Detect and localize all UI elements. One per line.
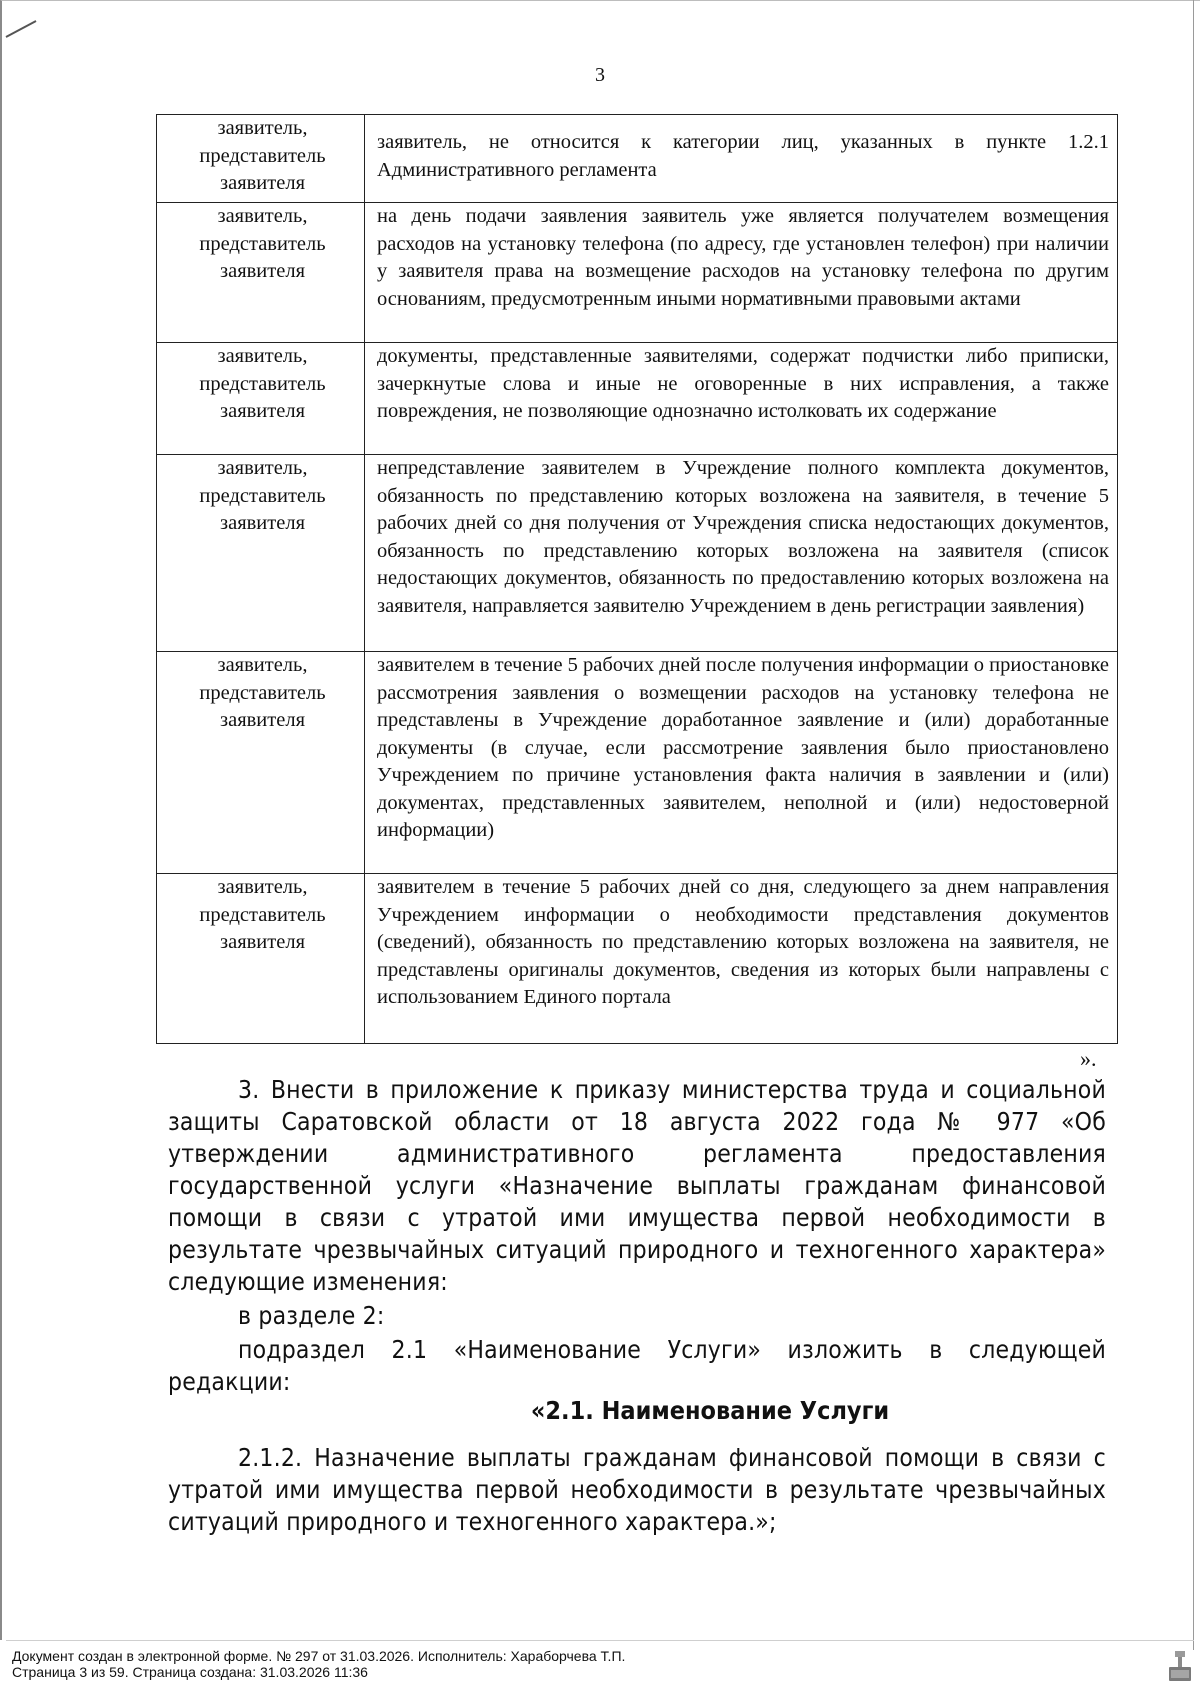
footer-line-2: Страница 3 из 59. Страница создана: 31.03.2026 11:36 — [12, 1664, 368, 1680]
table-row — [157, 203, 1118, 343]
page-number: 3 — [595, 64, 605, 86]
table-row — [157, 115, 1118, 203]
applicant-cell: заявитель, представитель заявителя — [157, 455, 365, 652]
ground-cell: непредставление заявителем в Учреждение полного комплекта документов, обязанность по представлению которых возложена на заявителя, в течение 5 рабочих дней со дня получения от Учреждения списка недостающих документов, обязанность по представлению которых возложена на заявителя (список недостающих документов, обязанность по предоставлению которых возложена на заявителя, направляется заявителю Учреждением в день регистрации заявления) — [365, 455, 1118, 652]
ground-cell: документы, представленные заявителями, содержат подчистки либо приписки, зачеркнутые слова и иные не оговоренные в них исправления, а также повреждения, не позволяющие однозначно истолковать их содержание — [365, 343, 1118, 455]
ground-cell: заявителем в течение 5 рабочих дней со дня, следующего за днем направления Учреждением информации о необходимости представления документов (сведений), обязанность по представлению которых возложена на заявителя, не представлены оригиналы документов, сведения из которых были направлены с использованием Единого портала — [365, 874, 1118, 1044]
paragraph-3: 3. Внести в приложение к приказу министерства труда и социальной защиты Саратовской области от 18 августа 2022 года № 977 «Об утверждении административного регламента предоставления государственной услуги «Назначение выплаты гражданам финансовой помощи в связи с утратой ими имущества первой необходимости в результате чрезвычайных ситуаций природного и техногенного характера» следующие изменения: — [168, 1075, 1106, 1296]
applicant-cell: заявитель, представитель заявителя — [157, 115, 365, 203]
applicant-cell: заявитель, представитель заявителя — [157, 343, 365, 455]
applicant-cell: заявитель, представитель заявителя — [157, 203, 365, 343]
ground-cell: на день подачи заявления заявитель уже является получателем возмещения расходов на установку телефона (по адресу, где установлен телефон) при наличии у заявителя права на возмещение расходов на установку телефона по другим основаниям, предусмотренным иными нормативными правовыми актами — [365, 203, 1118, 343]
subsection-line: подраздел 2.1 «Наименование Услуги» изложить в следующей редакции: — [168, 1335, 1106, 1396]
table-row — [157, 455, 1118, 652]
table-row — [157, 652, 1118, 874]
footer-line-1: Документ создан в электронной форме. № 297 от 31.03.2026. Исполнитель: Хараборчева Т.П. — [12, 1648, 626, 1664]
table-row — [157, 874, 1118, 1044]
table-row — [157, 343, 1118, 455]
applicant-cell: заявитель, представитель заявителя — [157, 874, 365, 1044]
ground-cell: заявитель, не относится к категории лиц, указанных в пункте 1.2.1 Административного регламента — [365, 115, 1118, 203]
ground-cell: заявителем в течение 5 рабочих дней после получения информации о приостановке рассмотрения заявления о возмещении расходов на установку телефона не представлены в Учреждение доработанное заявление и (или) доработанные документы (в случае, если рассмотрение заявления было приостановлено Учреждением по причине установления факта наличия в заявлении и (или) документах, представленных заявителем, неполной и (или) недостоверной информации) — [365, 652, 1118, 874]
section-heading — [0, 1396, 1200, 1425]
document-stamp-icon — [1168, 1650, 1192, 1684]
table-closing-quote: ». — [1080, 1046, 1097, 1071]
footer-divider — [6, 1640, 1194, 1641]
section-line: в разделе 2: — [238, 1301, 385, 1330]
refusal-grounds-table — [156, 114, 1118, 1044]
heading-text: «2.1. Наименование Услуги — [530, 1396, 890, 1425]
document-footer — [12, 1648, 625, 1680]
paragraph-2-1-2: 2.1.2. Назначение выплаты гражданам финансовой помощи в связи с утратой ими имущества первой необходимости в результате чрезвычайных ситуаций природного и техногенного характера.»; — [168, 1443, 1106, 1536]
applicant-cell: заявитель, представитель заявителя — [157, 652, 365, 874]
